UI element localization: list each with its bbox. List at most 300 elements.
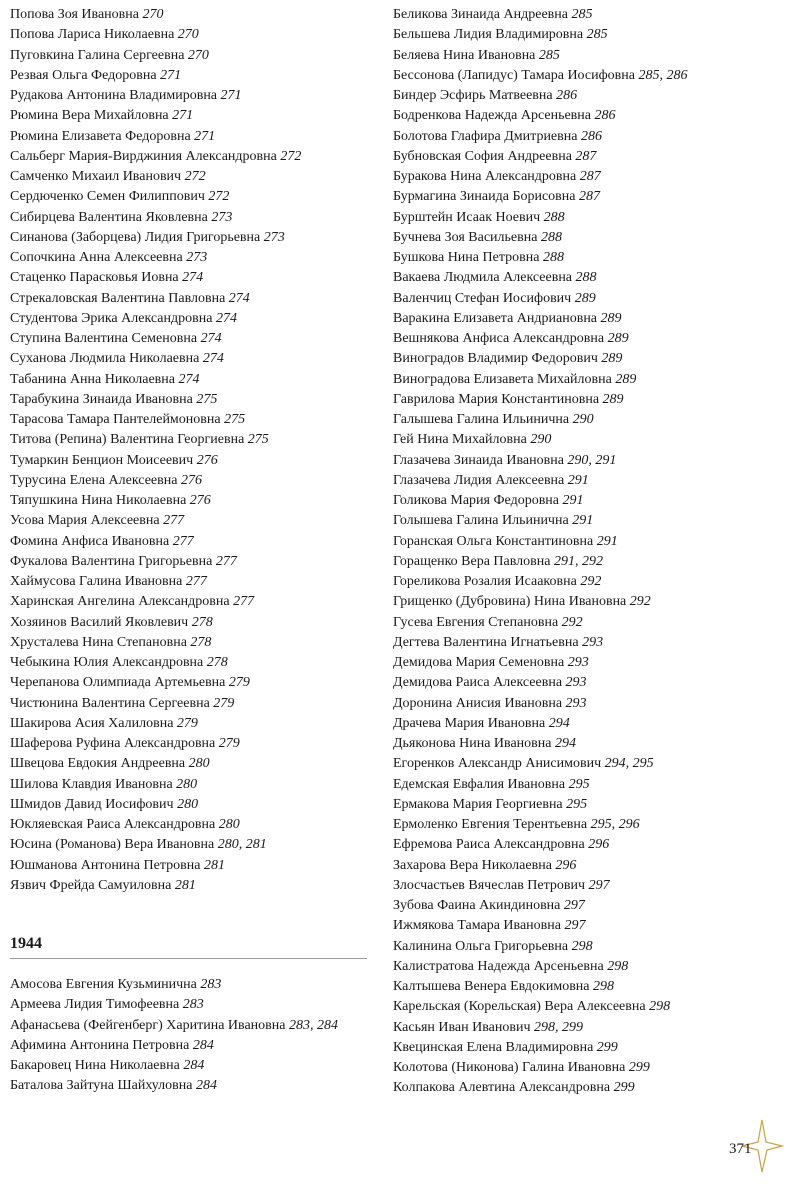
index-entry: [10, 86, 370, 106]
entry-pages: 292: [580, 574, 602, 589]
index-entry: [393, 937, 793, 957]
entry-name: Гореликова Розалия Исааковна: [393, 574, 577, 589]
entry-pages: 298: [607, 958, 629, 974]
entry-name: Тяпушкина Нина Николаевна: [10, 493, 187, 508]
index-entry: [10, 1016, 367, 1036]
index-entry: [393, 46, 793, 66]
entry-pages: 280: [177, 796, 199, 812]
entry-pages: 274: [215, 310, 237, 326]
entry-name: Чебыкина Юлия Александровна: [10, 655, 204, 670]
entry-pages: 288: [575, 270, 597, 286]
index-entry: [10, 633, 370, 653]
entry-name: Болотова Глафира Дмитриевна: [393, 128, 578, 144]
entry-name: Стрекаловская Валентина Павловна: [10, 290, 226, 306]
entry-name: Бубновская София Андреевна: [393, 148, 572, 164]
index-entry: [393, 1078, 793, 1098]
entry-pages: 280, 281: [217, 837, 267, 853]
page-number: 371: [729, 1141, 752, 1157]
index-entry: [393, 370, 793, 390]
index-entry: [393, 977, 793, 997]
entry-name: Демидова Мария Семеновна: [393, 655, 565, 670]
entry-name: Дегтева Валентина Игнатьевна: [393, 634, 579, 650]
index-entry: [10, 835, 370, 855]
entry-pages: 276: [189, 493, 211, 508]
entry-pages: 286: [556, 88, 578, 103]
index-entry: [10, 673, 370, 693]
index-entry: [393, 390, 793, 410]
entry-name: Усова Мария Алексеевна: [10, 513, 160, 529]
entry-name: Бессонова (Лапидус) Тамара Иосифовна: [393, 67, 635, 83]
entry-name: Бакаровец Нина Николаевна: [10, 1058, 180, 1073]
entry-name: Хрусталева Нина Степановна: [10, 634, 187, 650]
entry-pages: 289: [602, 391, 624, 407]
index-entry: [10, 451, 370, 471]
index-entry: [393, 349, 793, 369]
entry-pages: 279: [218, 736, 240, 751]
entry-name: Виноградов Владимир Федорович: [393, 351, 598, 367]
entry-pages: 288: [542, 250, 564, 265]
entry-name: Титова (Репина) Валентина Георгиевна: [10, 432, 245, 448]
entry-pages: 274: [228, 290, 250, 306]
entry-pages: 293: [565, 695, 587, 711]
left-column: [10, 5, 370, 896]
index-entry: [10, 410, 370, 430]
index-entry: [10, 795, 370, 815]
index-entry: [393, 268, 793, 288]
entry-pages: 271: [220, 88, 242, 103]
index-entry: [393, 714, 793, 734]
index-entry: [10, 208, 370, 228]
entry-name: Галышева Галина Ильинична: [393, 412, 570, 427]
entry-name: Афанасьева (Фейгенберг) Харитина Ивановна: [10, 1017, 286, 1033]
index-entry: [10, 248, 370, 268]
entry-name: Колотова (Никонова) Галина Ивановна: [393, 1060, 626, 1075]
entry-name: Синанова (Заборцева) Лидия Григорьевна: [10, 229, 261, 245]
index-entry: [10, 995, 367, 1015]
entry-pages: 289: [574, 290, 596, 306]
entry-pages: 297: [588, 877, 610, 893]
entry-pages: 275: [196, 391, 218, 407]
index-entry: [393, 127, 793, 147]
entry-name: Гаврилова Мария Константиновна: [393, 391, 600, 407]
index-entry: [10, 66, 370, 86]
entry-name: Горащенко Вера Павловна: [393, 553, 551, 569]
index-entry: [393, 248, 793, 268]
entry-pages: 288: [540, 229, 562, 245]
index-entry: [393, 957, 793, 977]
index-entry: [393, 228, 793, 248]
entry-pages: 298, 299: [534, 1019, 584, 1035]
entry-pages: 276: [196, 452, 218, 468]
entry-pages: 283: [182, 997, 204, 1013]
entry-name: Рюмина Елизавета Федоровна: [10, 128, 191, 144]
index-entry: [393, 5, 793, 25]
entry-pages: 279: [176, 715, 198, 731]
entry-name: Табанина Анна Николаевна: [10, 371, 175, 387]
entry-pages: 281: [174, 877, 196, 893]
index-entry: [393, 734, 793, 754]
index-entry: [10, 46, 370, 66]
entry-name: Швецова Евдокия Андреевна: [10, 756, 186, 772]
index-entry: [393, 613, 793, 633]
entry-pages: 299: [596, 1039, 618, 1055]
entry-name: Калинина Ольга Григорьевна: [393, 938, 569, 954]
entry-name: Грищенко (Дубровина) Нина Ивановна: [393, 594, 627, 610]
entry-name: Бельшева Лидия Владимировна: [393, 27, 584, 43]
entry-name: Глазачева Лидия Алексеевна: [393, 472, 565, 488]
entry-name: Карельская (Корельская) Вера Алексеевна: [393, 999, 646, 1015]
entry-name: Черепанова Олимпиада Артемьевна: [10, 675, 226, 691]
index-entry: [393, 673, 793, 693]
entry-pages: 274: [200, 331, 222, 346]
index-entry: [393, 1038, 793, 1058]
entry-name: Шилова Клавдия Ивановна: [10, 776, 173, 792]
entry-pages: 298: [593, 979, 615, 994]
entry-name: Егоренков Александр Анисимович: [393, 756, 602, 772]
entry-pages: 291: [572, 513, 594, 529]
entry-name: Валенчиц Стефан Иосифович: [393, 290, 572, 306]
entry-pages: 270: [142, 7, 164, 22]
entry-name: Харинская Ангелина Александровна: [10, 594, 230, 610]
index-entry: [393, 511, 793, 531]
entry-pages: 287: [579, 189, 600, 205]
entry-pages: 297: [564, 918, 586, 934]
entry-pages: 280: [188, 756, 210, 772]
index-entry: [393, 795, 793, 815]
entry-pages: 270: [177, 27, 199, 43]
entry-name: Вешнякова Анфиса Александровна: [393, 331, 605, 346]
entry-name: Вакаева Людмила Алексеевна: [393, 270, 573, 286]
index-entry: [393, 775, 793, 795]
entry-pages: 292: [561, 614, 583, 630]
index-entry: [10, 147, 370, 167]
entry-name: Бодренкова Надежда Арсеньевна: [393, 108, 591, 124]
index-entry: [10, 815, 370, 835]
entry-pages: 275: [247, 432, 269, 448]
entry-pages: 278: [206, 655, 228, 670]
entry-pages: 277: [215, 553, 237, 569]
entry-name: Биндер Эсфирь Матвеевна: [393, 88, 553, 103]
entry-name: Попова Лариса Николаевна: [10, 27, 175, 43]
entry-pages: 295: [568, 776, 590, 792]
entry-name: Фомина Анфиса Ивановна: [10, 533, 170, 549]
index-entry: [393, 916, 793, 936]
entry-pages: 272: [208, 189, 230, 205]
entry-pages: 290, 291: [567, 452, 617, 468]
entry-name: Доронина Анисия Ивановна: [393, 695, 563, 711]
index-entry: [393, 1018, 793, 1038]
entry-name: Демидова Раиса Алексеевна: [393, 675, 563, 691]
entry-pages: 298: [649, 999, 671, 1015]
entry-name: Сальберг Мария-Вирджиния Александровна: [10, 148, 277, 164]
index-entry: [393, 491, 793, 511]
entry-pages: 273: [211, 209, 233, 225]
entry-pages: 298: [571, 938, 593, 954]
entry-pages: 295: [566, 796, 588, 812]
entry-pages: 276: [180, 472, 202, 488]
entry-pages: 284: [196, 1078, 217, 1094]
entry-pages: 296: [588, 837, 610, 853]
index-entry: [10, 734, 370, 754]
index-entry: [10, 349, 370, 369]
entry-pages: 291: [562, 493, 584, 508]
index-entry: [10, 694, 370, 714]
entry-pages: 280: [218, 817, 240, 832]
entry-pages: 285, 286: [638, 67, 688, 83]
entry-pages: 289: [607, 331, 629, 346]
index-entry: [393, 187, 793, 207]
entry-pages: 271: [172, 108, 194, 124]
index-entry: [393, 532, 793, 552]
entry-name: Гей Нина Михайловна: [393, 432, 527, 448]
entry-name: Горанская Ольга Константиновна: [393, 533, 594, 549]
entry-name: Хаймусова Галина Ивановна: [10, 574, 183, 589]
entry-pages: 299: [628, 1060, 650, 1075]
entry-pages: 274: [178, 371, 200, 387]
entry-pages: 275: [224, 412, 246, 427]
index-entry: [393, 835, 793, 855]
entry-pages: 283: [200, 977, 222, 992]
entry-name: Дьяконова Нина Ивановна: [393, 736, 552, 751]
index-entry: [393, 25, 793, 45]
index-entry: [10, 856, 370, 876]
entry-name: Шмидов Давид Иосифович: [10, 796, 174, 812]
index-entry: [393, 106, 793, 126]
entry-name: Драчева Мария Ивановна: [393, 715, 546, 731]
entry-name: Бушкова Нина Петровна: [393, 250, 540, 265]
entry-name: Юсина (Романова) Вера Ивановна: [10, 837, 215, 853]
entry-pages: 272: [280, 148, 302, 164]
index-entry: [393, 147, 793, 167]
index-entry: [10, 532, 370, 552]
entry-name: Глазачева Зинаида Ивановна: [393, 452, 564, 468]
entry-pages: 270: [187, 47, 209, 63]
entry-pages: 277: [233, 594, 255, 610]
index-entry: [393, 471, 793, 491]
entry-name: Суханова Людмила Николаевна: [10, 351, 200, 367]
year-entries-list: [10, 975, 367, 1097]
index-entry: [393, 876, 793, 896]
entry-name: Бурштейн Исаак Ноевич: [393, 209, 541, 225]
entry-name: Студентова Эрика Александровна: [10, 310, 213, 326]
index-entry: [10, 329, 370, 349]
entry-name: Колпакова Алевтина Александровна: [393, 1080, 611, 1096]
entry-name: Шаферова Руфина Александровна: [10, 736, 216, 751]
index-entry: [393, 815, 793, 835]
index-entry: [393, 592, 793, 612]
index-entry: [393, 633, 793, 653]
entry-pages: 278: [190, 634, 212, 650]
index-entry: [393, 289, 793, 309]
index-entry: [10, 370, 370, 390]
index-entry: [393, 572, 793, 592]
entry-pages: 277: [172, 533, 194, 549]
index-entry: [393, 66, 793, 86]
entry-name: Беляева Нина Ивановна: [393, 47, 536, 63]
entry-pages: 293: [565, 675, 587, 691]
entry-name: Зубова Фаина Акиндиновна: [393, 898, 561, 913]
index-entry: [393, 329, 793, 349]
entry-pages: 271: [160, 67, 182, 83]
entry-pages: 285: [586, 27, 608, 43]
index-entry: [10, 754, 370, 774]
index-entry: [393, 856, 793, 876]
entry-pages: 277: [163, 513, 185, 529]
entry-name: Фукалова Валентина Григорьевна: [10, 553, 213, 569]
entry-pages: 291: [596, 533, 618, 549]
entry-pages: 279: [228, 675, 250, 691]
index-entry: [10, 714, 370, 734]
index-entry: [10, 1036, 367, 1056]
entry-name: Голикова Мария Федоровна: [393, 493, 560, 508]
entry-name: Армеева Лидия Тимофеевна: [10, 997, 180, 1013]
entry-name: Пуговкина Галина Сергеевна: [10, 47, 185, 63]
index-entry: [10, 187, 370, 207]
index-entry: [10, 289, 370, 309]
index-entry: [10, 511, 370, 531]
index-entry: [393, 754, 793, 774]
index-entry: [10, 775, 370, 795]
index-entry: [10, 572, 370, 592]
index-entry: [393, 167, 793, 187]
entry-pages: 289: [615, 371, 637, 387]
entry-pages: 293: [567, 655, 589, 670]
entry-pages: 281: [203, 857, 225, 873]
entry-pages: 294: [548, 715, 570, 731]
index-entry: [10, 430, 370, 450]
entry-pages: 293: [582, 634, 604, 650]
entry-name: Едемская Евфалия Ивановна: [393, 776, 566, 792]
index-entry: [10, 471, 370, 491]
entry-pages: 289: [601, 351, 623, 367]
index-entry: [393, 410, 793, 430]
entry-name: Юшманова Антонина Петровна: [10, 857, 201, 873]
entry-pages: 272: [184, 169, 206, 184]
entry-pages: 299: [613, 1080, 635, 1096]
entry-name: Ермакова Мария Георгиевна: [393, 796, 563, 812]
entry-pages: 290: [530, 432, 552, 448]
entry-name: Калтышева Венера Евдокимовна: [393, 979, 590, 994]
entry-name: Рудакова Антонина Владимировна: [10, 88, 218, 103]
index-entry: [393, 896, 793, 916]
entry-pages: 274: [182, 270, 204, 286]
entry-name: Юкляевская Раиса Александровна: [10, 817, 216, 832]
entry-pages: 286: [594, 108, 616, 124]
entry-name: Беликова Зинаида Андреевна: [393, 7, 568, 22]
entry-name: Злосчастьев Вячеслав Петрович: [393, 877, 586, 893]
index-entry: [393, 694, 793, 714]
index-entry: [393, 208, 793, 228]
entry-pages: 284: [183, 1058, 205, 1073]
index-entry: [10, 106, 370, 126]
entry-pages: 285: [571, 7, 593, 22]
entry-pages: 287: [575, 148, 597, 164]
index-entry: [393, 997, 793, 1017]
entry-name: Гусева Евгения Степановна: [393, 614, 559, 630]
entry-pages: 288: [543, 209, 565, 225]
index-entry: [10, 309, 370, 329]
index-entry: [10, 5, 370, 25]
entry-pages: 278: [191, 614, 213, 630]
entry-name: Ижмякова Тамара Ивановна: [393, 918, 561, 934]
entry-name: Ступина Валентина Семеновна: [10, 331, 198, 346]
entry-name: Тарабукина Зинаида Ивановна: [10, 391, 193, 407]
entry-pages: 283, 284: [288, 1017, 338, 1033]
entry-name: Захарова Вера Николаевна: [393, 857, 552, 873]
index-entry: [393, 653, 793, 673]
index-entry: [10, 1056, 367, 1076]
index-entry: [10, 975, 367, 995]
entry-pages: 273: [263, 229, 285, 245]
entry-name: Сопочкина Анна Алексеевна: [10, 250, 183, 265]
index-entry: [393, 552, 793, 572]
entry-pages: 289: [600, 310, 622, 326]
entry-name: Язвич Фрейда Самуиловна: [10, 877, 172, 893]
entry-name: Амосова Евгения Кузьминична: [10, 977, 197, 992]
entry-pages: 284: [192, 1037, 214, 1053]
entry-pages: 294, 295: [604, 756, 654, 772]
entry-name: Хозяинов Василий Яковлевич: [10, 614, 189, 630]
index-entry: [10, 25, 370, 45]
entry-pages: 294: [554, 736, 576, 751]
entry-name: Сердюченко Семен Филиппович: [10, 189, 205, 205]
index-entry: [10, 592, 370, 612]
entry-name: Тарасова Тамара Пантелеймоновна: [10, 412, 221, 427]
entry-pages: 273: [186, 250, 208, 265]
entry-name: Турусина Елена Алексеевна: [10, 472, 178, 488]
entry-pages: 295, 296: [590, 817, 640, 832]
entry-name: Ефремова Раиса Александровна: [393, 837, 585, 853]
entry-name: Попова Зоя Ивановна: [10, 7, 139, 22]
entry-pages: 285: [538, 47, 560, 63]
year-section: [10, 934, 367, 1097]
index-entry: [10, 1076, 367, 1096]
entry-name: Буракова Нина Александровна: [393, 169, 577, 184]
right-column: [393, 5, 793, 1099]
index-entry: [10, 653, 370, 673]
entry-pages: 291: [567, 472, 589, 488]
index-entry: [10, 268, 370, 288]
entry-name: Касьян Иван Иванович: [393, 1019, 531, 1035]
entry-pages: 296: [555, 857, 577, 873]
entry-pages: 277: [185, 574, 207, 589]
entry-pages: 290: [572, 412, 594, 427]
entry-pages: 291, 292: [553, 553, 603, 569]
entry-name: Калистратова Надежда Арсеньевна: [393, 958, 604, 974]
entry-pages: 271: [194, 128, 216, 144]
entry-name: Виноградова Елизавета Михайловна: [393, 371, 612, 387]
entry-name: Бурмагина Зинаида Борисовна: [393, 189, 576, 205]
entry-name: Самченко Михаил Иванович: [10, 169, 182, 184]
year-heading: 1944: [10, 934, 367, 959]
entry-pages: 280: [176, 776, 198, 792]
index-entry: [10, 390, 370, 410]
entry-name: Афимина Антонина Петровна: [10, 1037, 190, 1053]
entry-name: Бучнева Зоя Васильевна: [393, 229, 538, 245]
index-entry: [10, 127, 370, 147]
entry-name: Тумаркин Бенцион Моисеевич: [10, 452, 194, 468]
index-entry: [393, 451, 793, 471]
index-entry: [393, 430, 793, 450]
entry-pages: 279: [213, 695, 235, 711]
entry-pages: 297: [563, 898, 585, 913]
index-entry: [10, 552, 370, 572]
entry-name: Чистюнина Валентина Сергеевна: [10, 695, 210, 711]
entry-pages: 292: [629, 594, 651, 610]
entry-name: Ермоленко Евгения Терентьевна: [393, 817, 588, 832]
entry-name: Варакина Елизавета Андриановна: [393, 310, 598, 326]
entry-name: Баталова Зайтуна Шайхуловна: [10, 1078, 193, 1094]
